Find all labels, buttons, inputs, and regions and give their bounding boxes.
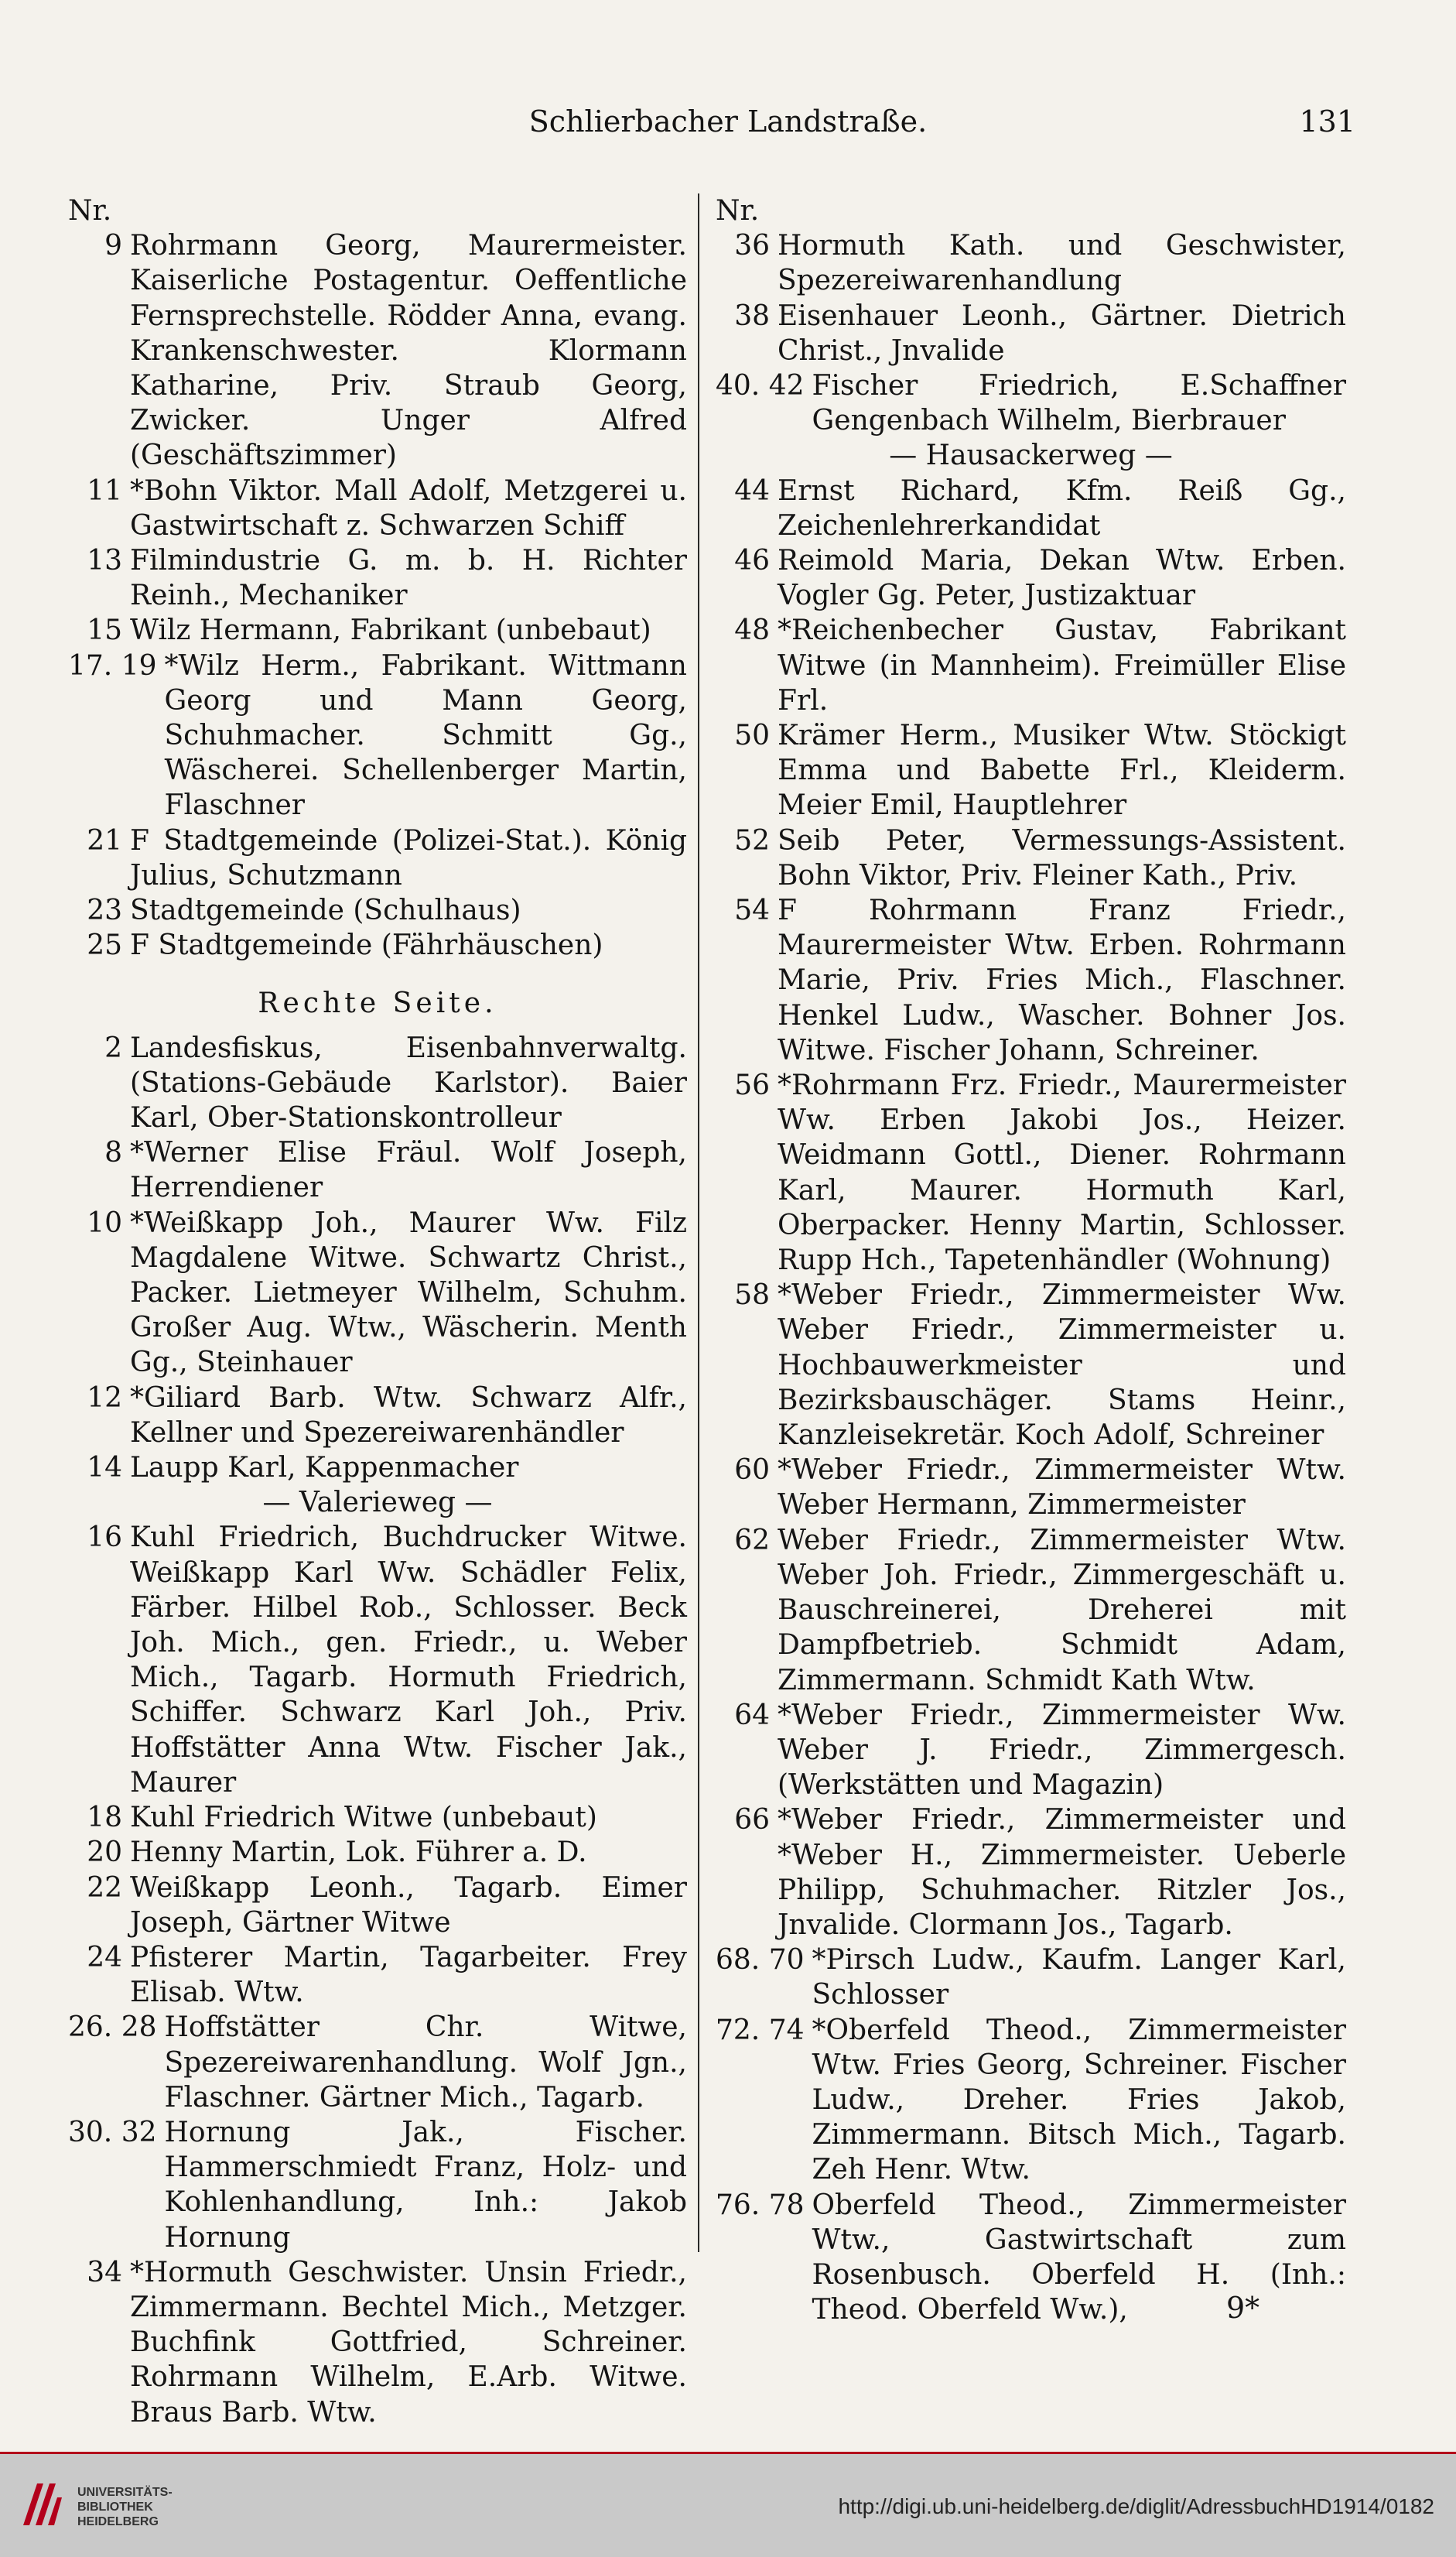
resident-text: Henny Martin, Lok. Führer a. D.: [130, 1836, 587, 1869]
resident-text: Pfisterer Martin, Tagarbeiter. Frey Elisab. Wtw.: [130, 1941, 687, 2009]
house-number: 72. 74: [716, 2014, 805, 2046]
resident-text: Weber Friedr., Zimmermeister Wtw. Weber Joh. Friedr., Zimmergeschäft u. Bauschreinerei, Dreherei mit Dampfbetrieb. Schmidt Adam, Zimmermann. Schmidt Kath Wtw.: [778, 1524, 1346, 1696]
address-entry: [68, 474, 687, 543]
house-number: 60: [734, 1454, 770, 1487]
left-column: [68, 193, 687, 2430]
resident-text: Weißkapp Leonh., Tagarb. Eimer Joseph, Gärtner Witwe: [130, 1871, 687, 1939]
house-number: 2: [104, 1032, 122, 1064]
resident-text: F Rohrmann Franz Friedr., Maurermeister Wtw. Erben. Rohrmann Marie, Priv. Fries Mich., Flaschner. Henkel Ludw., Wascher. Bohner Jos. Witwe. Fischer Johann, Schreiner.: [778, 895, 1346, 1066]
resident-text: Reimold Maria, Dekan Wtw. Erben. Vogler Gg. Peter, Justizaktuar: [778, 545, 1346, 612]
address-entry: [716, 228, 1346, 298]
house-number: 12: [87, 1381, 122, 1414]
resident-text: *Weber Friedr., Zimmermeister Wtw. Weber Hermann, Zimmermeister: [778, 1454, 1346, 1522]
resident-text: Eisenhauer Leonh., Gärtner. Dietrich Christ., Jnvalide: [778, 300, 1346, 367]
house-number: 68. 70: [716, 1944, 805, 1977]
house-number: 36: [734, 230, 770, 262]
address-entry: [68, 1450, 687, 1485]
address-entry: [716, 1943, 1346, 2012]
library-name-line: HEIDELBERG: [77, 2515, 159, 2528]
section-heading: Rechte Seite.: [258, 988, 497, 1020]
street-heading-valerieweg: — Valerieweg —: [262, 1487, 493, 1519]
address-entry: [68, 2010, 687, 2115]
address-entry: [68, 1135, 687, 1205]
address-entry: [716, 1523, 1346, 1698]
resident-text: Ernst Richard, Kfm. Reiß Gg., Zeichenlehrerkandidat: [778, 474, 1346, 542]
house-number: 11: [87, 474, 122, 507]
house-number: 15: [87, 614, 122, 647]
resident-text: Oberfeld Theod., Zimmermeister Wtw., Gastwirtschaft zum Rosenbusch. Oberfeld H. (Inh.: Theod. Oberfeld Ww.),: [812, 2189, 1346, 2326]
resident-text: *Weißkapp Joh., Maurer Ww. Filz Magdalene Witwe. Schwartz Christ., Packer. Lietmeyer Wilhelm, Schuhm. Großer Aug. Wtw., Wäscherin. Menth Gg., Steinhauer: [130, 1207, 687, 1379]
address-entry: [68, 1871, 687, 1940]
house-number: 16: [87, 1522, 122, 1554]
address-entry: [716, 1278, 1346, 1453]
resident-text: *Weber Friedr., Zimmermeister und *Weber H., Zimmermeister. Ueberle Philipp, Schuhmacher. Ritzler Jos., Jnvalide. Clormann Jos., Tagarb.: [778, 1804, 1346, 1941]
resident-text: Filmindustrie G. m. b. H. Richter Reinh., Mechaniker: [130, 545, 687, 612]
address-entry: [68, 1520, 687, 1800]
address-entry: [68, 2255, 687, 2430]
resident-text: Krämer Herm., Musiker Wtw. Stöckigt Emma und Babette Frl., Kleiderm. Meier Emil, Hauptlehrer: [778, 720, 1346, 822]
house-number: 66: [734, 1804, 770, 1836]
resident-text: *Pirsch Ludw., Kaufm. Langer Karl, Schlosser: [812, 1944, 1346, 2011]
address-entry: [68, 1031, 687, 1136]
house-number: 20: [87, 1836, 122, 1869]
house-number: 24: [87, 1941, 122, 1973]
address-entry: [716, 1453, 1346, 1522]
address-entry: [68, 1381, 687, 1450]
resident-text: Kuhl Friedrich Witwe (unbebaut): [130, 1802, 597, 1834]
address-entry: [716, 1068, 1346, 1278]
resident-text: Rohrmann Georg, Maurermeister. Kaiserliche Postagentur. Oeffentliche Fernsprechstelle. Rödder Anna, evang. Krankenschwester. Klormann Katharine, Priv. Straub Georg, Zwicker. Unger Alfred (Geschäftszimmer): [130, 230, 687, 472]
address-entry: [68, 613, 687, 648]
signature-mark: 9*: [1226, 2291, 1260, 2325]
page-title: Schlierbacher Landstraße.: [528, 104, 928, 139]
resident-text: *Giliard Barb. Wtw. Schwarz Alfr., Kellner und Spezereiwarenhändler: [130, 1381, 687, 1449]
house-number: 23: [87, 895, 122, 927]
resident-text: F Stadtgemeinde (Polizei-Stat.). König Julius, Schutzmann: [130, 824, 687, 892]
house-number: 17. 19: [68, 649, 157, 682]
page-number: 131: [1299, 104, 1355, 139]
left-entries-mid: [68, 1031, 687, 1486]
house-number: 9: [104, 230, 122, 262]
resident-text: *Reichenbecher Gustav, Fabrikant Witwe (in Mannheim). Freimüller Elise Frl.: [778, 614, 1346, 717]
house-number: 50: [734, 720, 770, 752]
address-entry: [68, 1800, 687, 1835]
right-column: [716, 193, 1346, 2327]
resident-text: Fischer Friedrich, E.Schaffner Gengenbach Wilhelm, Bierbrauer: [812, 370, 1346, 437]
resident-text: *Bohn Viktor. Mall Adolf, Metzgerei u. Gastwirtschaft z. Schwarzen Schiff: [130, 474, 687, 542]
library-name-line: UNIVERSITÄTS-: [77, 2486, 173, 2499]
house-number: 26. 28: [68, 2011, 157, 2044]
address-entry: [68, 543, 687, 613]
house-number: 56: [734, 1070, 770, 1102]
house-number: 34: [87, 2256, 122, 2288]
nr-label: Nr.: [68, 195, 112, 227]
library-logo-icon: [17, 2477, 67, 2531]
address-entry: [716, 2013, 1346, 2188]
source-url-link[interactable]: http://digi.ub.uni-heidelberg.de/diglit/AdressbuchHD1914/0182: [838, 2494, 1434, 2518]
house-number: 21: [87, 824, 122, 857]
address-entry: [68, 1940, 687, 2010]
nr-label: Nr.: [716, 195, 760, 227]
address-entry: [68, 649, 687, 823]
address-entry: [68, 228, 687, 473]
house-number: 64: [734, 1699, 770, 1731]
resident-text: Laupp Karl, Kappenmacher: [130, 1452, 519, 1484]
footer-bar: [0, 2452, 1456, 2557]
house-number: 10: [87, 1207, 122, 1239]
address-entry: [716, 1698, 1346, 1803]
street-heading-hausackerweg: — Hausackerweg —: [889, 440, 1173, 472]
resident-text: Kuhl Friedrich, Buchdrucker Witwe. Weißkapp Karl Ww. Schädler Felix, Färber. Hilbel Rob., Schlosser. Beck Joh. Mich., gen. Friedr., u. Weber Mich., Tagarb. Hormuth Friedrich, Schiffer. Schwarz Karl Joh., Priv. Hoffstätter Anna Wtw. Fischer Jak., Maurer: [130, 1522, 687, 1799]
right-entries-bottom: [716, 474, 1346, 2328]
address-entry: [68, 2115, 687, 2255]
column-divider: [698, 193, 699, 2252]
resident-text: Seib Peter, Vermessungs-Assistent. Bohn Viktor, Priv. Fleiner Kath., Priv.: [778, 824, 1346, 892]
house-number: 18: [87, 1802, 122, 1834]
resident-text: Wilz Hermann, Fabrikant (unbebaut): [130, 614, 651, 647]
library-name: [77, 2485, 173, 2529]
address-entry: [716, 718, 1346, 823]
house-number: 48: [734, 614, 770, 647]
house-number: 46: [734, 545, 770, 577]
house-number: 44: [734, 474, 770, 507]
house-number: 40. 42: [716, 370, 805, 402]
resident-text: Hormuth Kath. und Geschwister, Spezereiwarenhandlung: [778, 230, 1346, 297]
address-entry: [68, 1835, 687, 1870]
resident-text: *Hormuth Geschwister. Unsin Friedr., Zimmermann. Bechtel Mich., Metzger. Buchfink Gottfried, Schreiner. Rohrmann Wilhelm, E.Arb. Witwe. Braus Barb. Wtw.: [130, 2256, 687, 2429]
resident-text: *Wilz Herm., Fabrikant. Wittmann Georg und Mann Georg, Schuhmacher. Schmitt Gg., Wäscherei. Schellenberger Martin, Flaschner: [164, 649, 687, 822]
resident-text: Hoffstätter Chr. Witwe, Spezereiwarenhandlung. Wolf Jgn., Flaschner. Gärtner Mich., Tagarb.: [164, 2011, 687, 2114]
resident-text: Stadtgemeinde (Schulhaus): [130, 895, 521, 927]
library-name-line: BIBLIOTHEK: [77, 2501, 153, 2514]
address-entry: [68, 823, 687, 893]
address-entry: [716, 543, 1346, 613]
address-entry: [716, 893, 1346, 1068]
address-entry: [716, 823, 1346, 893]
resident-text: *Oberfeld Theod., Zimmermeister Wtw. Fries Georg, Schreiner. Fischer Ludw., Dreher. Fries Jakob, Zimmermann. Bitsch Mich., Tagarb. Zeh Henr. Wtw.: [812, 2014, 1346, 2186]
page-header: [70, 97, 1386, 151]
house-number: 58: [734, 1279, 770, 1312]
house-number: 54: [734, 895, 770, 927]
resident-text: *Weber Friedr., Zimmermeister Ww. Weber J. Friedr., Zimmergesch. (Werkstätten und Magazin): [778, 1699, 1346, 1802]
house-number: 13: [87, 545, 122, 577]
house-number: 52: [734, 824, 770, 857]
address-entry: [716, 613, 1346, 718]
address-entry: [68, 1206, 687, 1381]
left-entries-bottom: [68, 1520, 687, 2429]
address-entry: [716, 474, 1346, 543]
address-entry: [716, 1802, 1346, 1943]
house-number: 30. 32: [68, 2116, 157, 2148]
left-entries-top: [68, 228, 687, 963]
resident-text: *Werner Elise Fräul. Wolf Joseph, Herrendiener: [130, 1137, 687, 1204]
address-entry: [716, 299, 1346, 368]
resident-text: F Stadtgemeinde (Fährhäuschen): [130, 929, 603, 962]
house-number: 14: [87, 1452, 122, 1484]
resident-text: *Weber Friedr., Zimmermeister Ww. Weber Friedr., Zimmermeister u. Hochbauwerkmeister und Bezirksbauschäger. Stams Heinr., Kanzleisekretär. Koch Adolf, Schreiner: [778, 1279, 1346, 1452]
house-number: 22: [87, 1871, 122, 1904]
resident-text: *Rohrmann Frz. Friedr., Maurermeister Ww. Erben Jakobi Jos., Heizer. Weidmann Gottl., Diener. Rohrmann Karl, Maurer. Hormuth Karl, Oberpacker. Henny Martin, Schlosser. Rupp Hch., Tapetenhändler (Wohnung): [778, 1070, 1346, 1277]
house-number: 25: [87, 929, 122, 962]
house-number: 8: [104, 1137, 122, 1169]
resident-text: Landesfiskus, Eisenbahnverwaltg. (Stations-Gebäude Karlstor). Baier Karl, Ober-Stationskontrolleur: [130, 1032, 687, 1135]
address-entry: [716, 368, 1346, 438]
resident-text: Hornung Jak., Fischer. Hammerschmiedt Franz, Holz- und Kohlenhandlung, Inh.: Jakob Hornung: [164, 2116, 687, 2254]
address-entry: [68, 893, 687, 928]
house-number: 38: [734, 300, 770, 332]
address-entry: [68, 928, 687, 963]
house-number: 62: [734, 1524, 770, 1556]
house-number: 76. 78: [716, 2189, 805, 2221]
right-entries-top: [716, 228, 1346, 438]
